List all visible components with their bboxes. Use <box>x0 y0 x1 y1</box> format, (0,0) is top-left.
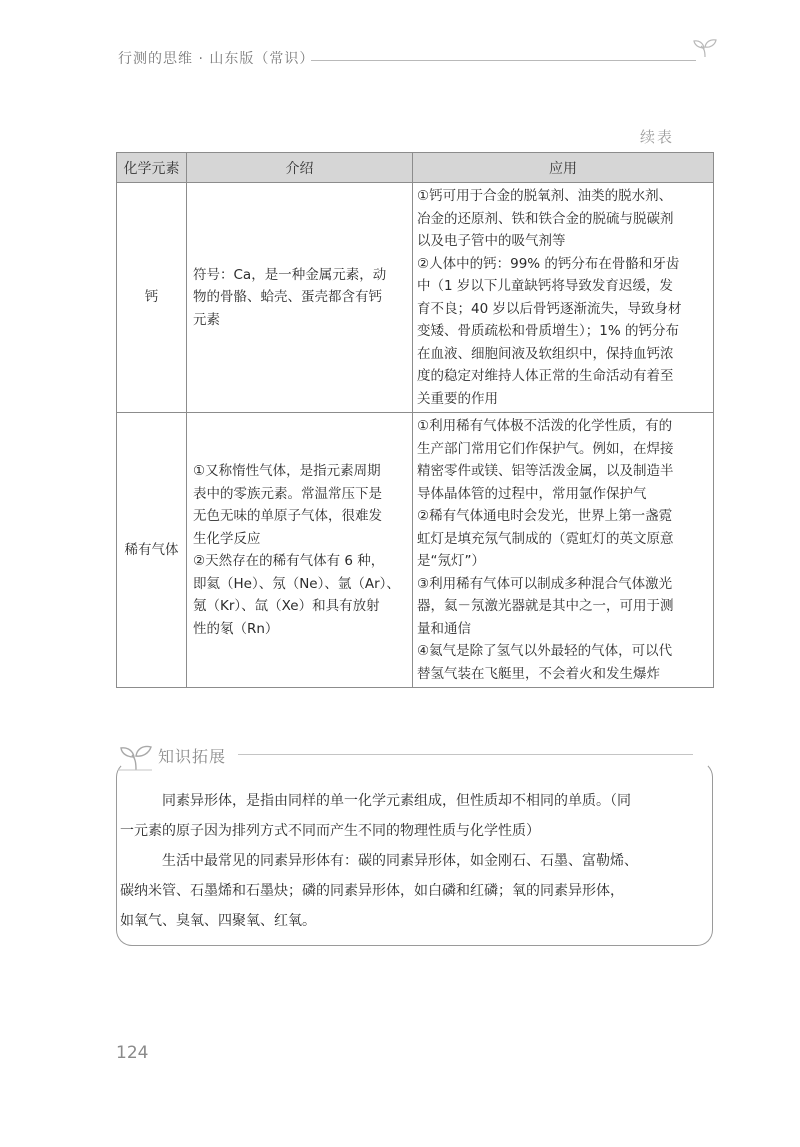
knowledge-line: 如氧气、臭氧、四聚氧、红氧。 <box>120 913 316 929</box>
page-number: 124 <box>116 1043 149 1063</box>
column-header-application: 应用 <box>413 153 714 183</box>
application-line: ③利用稀有气体可以制成多种混合气体激光 <box>417 575 673 592</box>
intro-line: ②天然存在的稀有气体有 6 种， <box>193 553 385 569</box>
application-line: 虹灯是填充氖气制成的（霓虹灯的英文原意 <box>417 530 674 547</box>
column-header-element: 化学元素 <box>117 153 187 183</box>
element-name-cell: 稀有气体 <box>117 413 187 688</box>
table-row-noble-gas <box>117 413 714 688</box>
column-header-intro: 介绍 <box>187 153 413 183</box>
intro-line: 生化学反应 <box>193 530 261 547</box>
application-cell <box>413 183 714 413</box>
application-line: 导体晶体管的过程中，常用氩作保护气 <box>417 485 647 502</box>
application-line: 量和通信 <box>417 620 471 637</box>
running-header <box>118 48 718 72</box>
application-line: 生产部门常用它们作保护气。例如，在焊接 <box>417 440 674 457</box>
continued-table-label: 续表 <box>640 128 675 146</box>
table-header-row <box>117 153 714 183</box>
application-line: 关重要的作用 <box>417 390 498 407</box>
application-line: 冶金的还原剂、铁和铁合金的脱硫与脱碳剂 <box>417 210 674 227</box>
intro-cell <box>187 413 413 688</box>
application-line: 精密零件或镁、铝等活泼金属，以及制造半 <box>417 463 674 479</box>
intro-line: 性的氡（Rn） <box>193 620 279 637</box>
running-header-title: 行测的思维 · 山东版（常识） <box>118 51 315 67</box>
intro-line: 即氦（He）、氖（Ne）、氩（Ar）、 <box>193 575 400 592</box>
application-line: ②稀有气体通电时会发光，世界上第一盏霓 <box>417 508 673 524</box>
knowledge-line: 同素异形体，是指由同样的单一化学元素组成，但性质却不相同的单质。（同 <box>162 793 631 809</box>
section-rule <box>238 754 693 755</box>
application-line: 是“氖灯”） <box>417 553 485 569</box>
application-line: 器，氦－氖激光器就是其中之一，可用于测 <box>417 598 674 614</box>
application-line: ①钙可用于合金的脱氧剂、油类的脱水剂、 <box>417 188 673 204</box>
intro-line: 无色无味的单原子气体，很难发 <box>193 508 382 524</box>
application-line: 育不良；40 岁以后骨钙逐渐流失，导致身材 <box>417 300 682 317</box>
application-line: 在血液、细胞间液及软组织中，保持血钙浓 <box>417 345 674 362</box>
intro-line: ①又称惰性气体，是指元素周期 <box>193 463 381 479</box>
element-name-cell: 钙 <box>117 183 187 413</box>
sprout-icon <box>116 736 156 776</box>
table-row-calcium <box>117 183 714 413</box>
knowledge-line: 碳纳米管、石墨烯和石墨炔；磷的同素异形体，如白磷和红磷；氧的同素异形体， <box>120 883 624 899</box>
intro-line: 物的骨骼、蛤壳、蛋壳都含有钙 <box>193 289 382 306</box>
knowledge-line: 生活中最常见的同素异形体有：碳的同素异形体，如金刚石、石墨、富勒烯、 <box>162 853 638 869</box>
application-line: 度的稳定对维持人体正常的生命活动有着至 <box>417 368 674 384</box>
intro-line: 氪（Kr）、氙（Xe）和具有放射 <box>193 598 380 614</box>
application-line: 以及电子管中的吸气剂等 <box>417 233 566 249</box>
application-line: 替氢气装在飞艇里，不会着火和发生爆炸 <box>417 665 660 682</box>
intro-cell <box>187 183 413 413</box>
application-line: 变矮、骨质疏松和骨质增生）；1% 的钙分布 <box>417 323 679 339</box>
application-line: 中（1 岁以下儿童缺钙将导致发育迟缓，发 <box>417 278 673 294</box>
element-table <box>116 152 714 688</box>
knowledge-section-title: 知识拓展 <box>158 747 227 766</box>
intro-line: 元素 <box>193 311 220 328</box>
knowledge-section-heading <box>116 736 713 776</box>
application-line: ①利用稀有气体极不活泼的化学性质，有的 <box>417 418 673 434</box>
application-line: ②人体中的钙：99% 的钙分布在骨骼和牙齿 <box>417 255 680 272</box>
application-cell <box>413 413 714 688</box>
header-rule <box>311 60 696 61</box>
intro-line: 符号：Ca，是一种金属元素，动 <box>193 266 387 283</box>
application-line: ④氦气是除了氢气以外最轻的气体，可以代 <box>417 643 673 659</box>
sprout-icon <box>692 38 718 58</box>
intro-line: 表中的零族元素。常温常压下是 <box>193 485 382 502</box>
knowledge-text <box>120 786 710 936</box>
knowledge-line: 一元素的原子因为排列方式不同而产生不同的物理性质与化学性质） <box>120 823 540 839</box>
